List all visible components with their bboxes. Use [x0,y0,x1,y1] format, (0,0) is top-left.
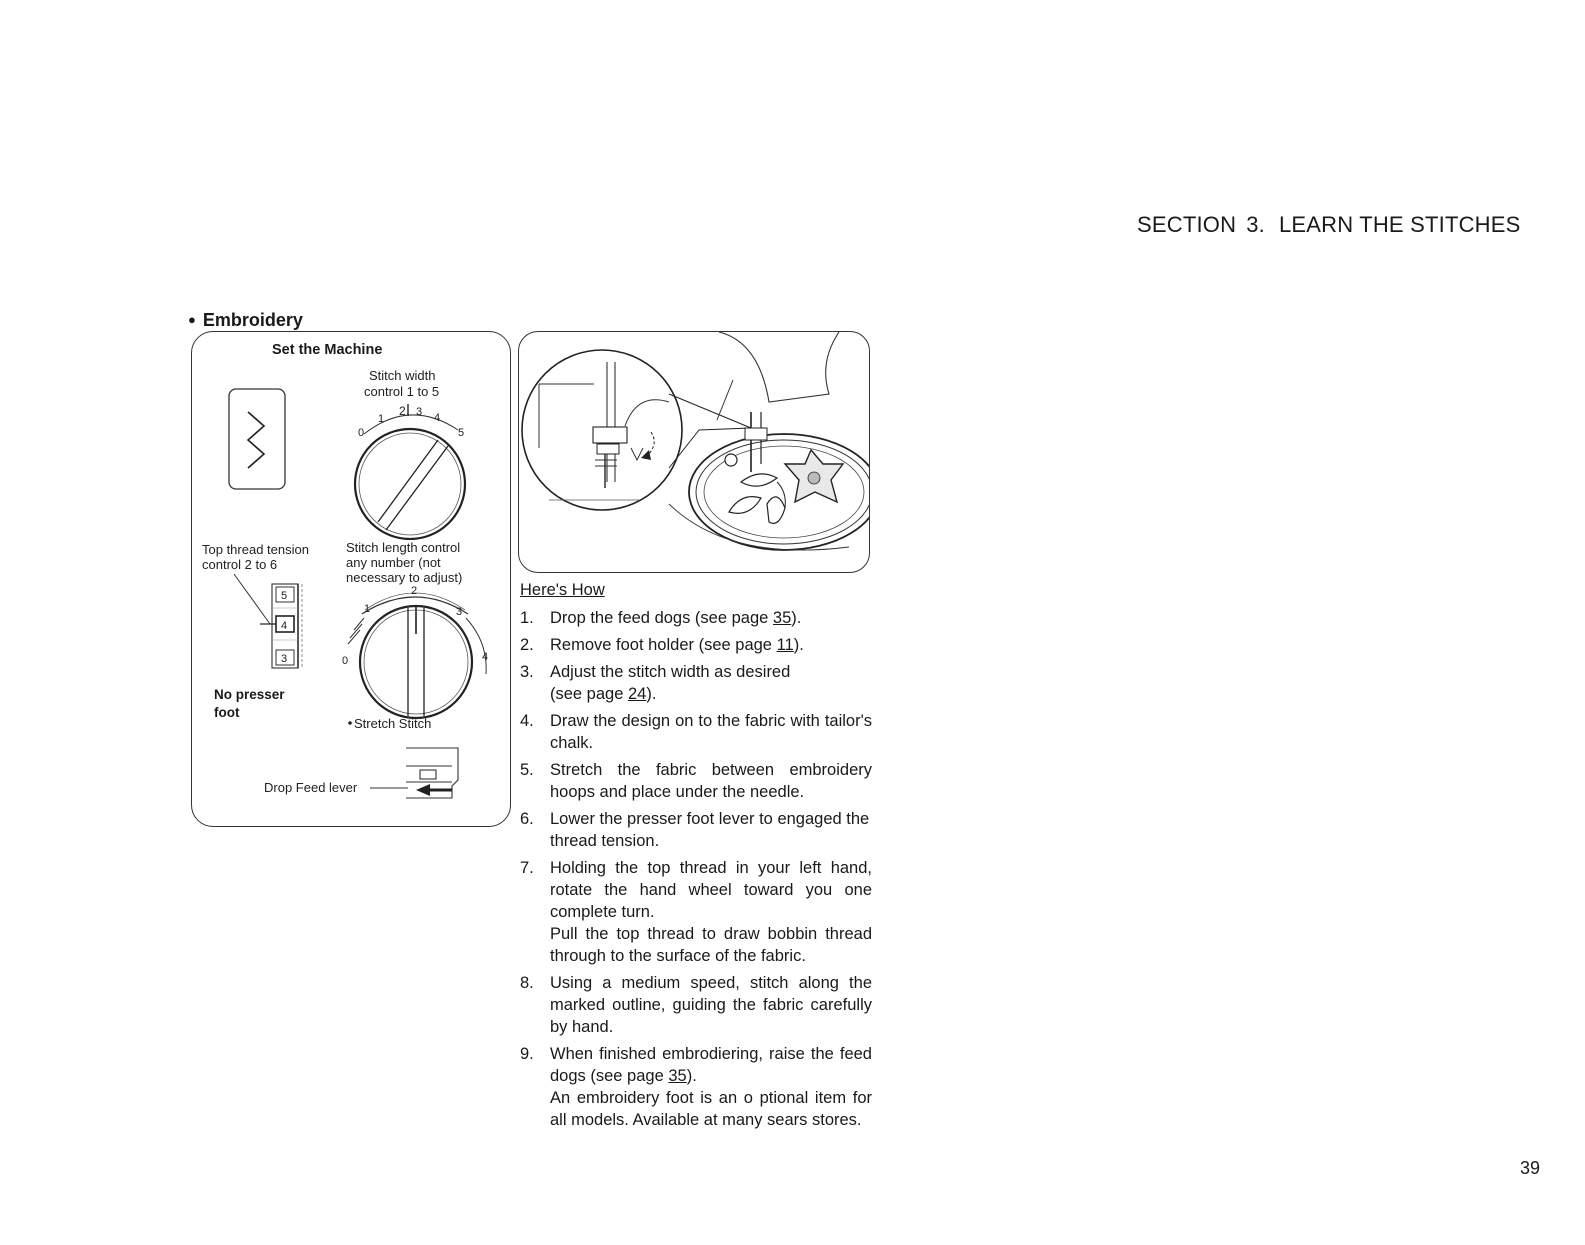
stitch-length-dial[interactable] [340,582,500,727]
step-item [520,857,872,967]
step-text: An embroidery foot is an o ptional item for all models. Available at many sears stores. [550,1089,872,1129]
zigzag-stitch-icon [228,388,288,492]
step-item [520,1043,872,1131]
step-item [520,759,872,803]
drop-feed-label: Drop Feed lever [264,780,358,795]
section-title: LEARN THE STITCHES [1278,212,1521,237]
set-machine-title: Set the Machine [272,342,383,358]
no-presser-label-2: foot [214,705,240,720]
step-text: (see page [550,685,628,703]
step-text: Using a medium speed, stitch along the marked outline, guiding the fabric carefully by hand. [550,974,872,1036]
embroidery-illustration [518,331,870,573]
tension-control[interactable] [232,572,317,672]
length-dial-number: 3 [456,606,463,618]
step-number: 7. [520,859,534,877]
tension-number: 4 [281,620,288,632]
step-text: ). [646,685,657,703]
step-number: 6. [520,810,534,828]
tension-number: 3 [281,653,288,665]
embroidery-heading [188,310,303,331]
step-text: ). [793,636,804,654]
width-dial-number: 1 [378,413,385,425]
length-dial-number: 0 [342,655,349,667]
step-item [520,808,872,852]
instruction-steps [520,607,872,1136]
step-text: Holding the top thread in your left hand, rotate the hand wheel toward you one complete turn. [550,859,872,921]
section-number: 3. [1246,212,1265,237]
step-text: Lower the presser foot lever to engaged the thread tension. [550,810,870,850]
heres-how-title: Here's How [520,581,605,599]
step-text: Remove foot holder (see page [550,636,777,654]
step-text: Drop the feed dogs (see page [550,609,773,627]
stitch-width-label-2: control 1 to 5 [364,384,440,399]
step-text: Stretch the fabric between embroidery hoops and place under the needle. [550,761,872,801]
section-header [1137,212,1521,238]
step-number: 5. [520,761,534,779]
page-ref-link[interactable]: 35 [772,609,792,627]
page-number: 39 [1520,1158,1541,1178]
length-dial-number: 2 [411,585,418,597]
step-item [520,972,872,1038]
step-number: 4. [520,712,534,730]
set-machine-panel [191,331,511,827]
step-item [520,710,872,754]
page-ref-link[interactable]: 35 [668,1067,687,1085]
step-number: 8. [520,974,534,992]
step-item [520,661,872,705]
width-dial-number: 3 [416,406,423,418]
step-item [520,607,872,629]
tension-number: 5 [281,590,288,602]
step-text: ). [791,609,802,627]
top-thread-label-2: control 2 to 6 [202,557,278,572]
stitch-length-label-2: any number (not [346,555,441,570]
heading-text: Embroidery [202,310,303,330]
step-text: ). [686,1067,697,1085]
top-thread-label-1: Top thread tension [202,542,309,557]
width-dial-number: 0 [358,427,365,439]
step-number: 2. [520,636,534,654]
bullet-icon: ● [188,312,196,327]
stitch-width-dial[interactable] [350,400,480,540]
step-text: Draw the design on to the fabric with tailor's chalk. [550,712,872,752]
stitch-length-label-1: Stitch length control [346,540,461,555]
width-dial-number: 4 [434,412,441,424]
drop-feed-lever[interactable] [368,746,468,804]
step-number: 9. [520,1045,534,1063]
stitch-length-label-3: necessary to adjust) [346,570,463,585]
width-dial-number: 2 [399,404,406,418]
page-ref-link[interactable]: 11 [776,636,794,654]
embroidery-hoop-drawing [519,332,869,572]
step-item [520,634,872,656]
width-dial-number: 5 [458,427,465,439]
step-text: Adjust the stitch width as desired [550,663,791,681]
step-number: 3. [520,663,534,681]
length-dial-number: 4 [482,651,489,663]
stitch-width-label-1: Stitch width [369,368,436,383]
step-text: Pull the top thread to draw bobbin thread through to the surface of the fabric. [550,925,872,965]
section-label: SECTION [1137,212,1237,237]
step-number: 1. [520,609,534,627]
step-text: When finished embrodiering, raise the feed dogs (see page [550,1045,872,1085]
page-ref-link[interactable]: 24 [627,685,647,703]
stretch-stitch-label: Stretch Stitch [354,716,432,731]
length-dial-number: 1 [364,603,371,615]
no-presser-label-1: No presser [214,687,285,702]
